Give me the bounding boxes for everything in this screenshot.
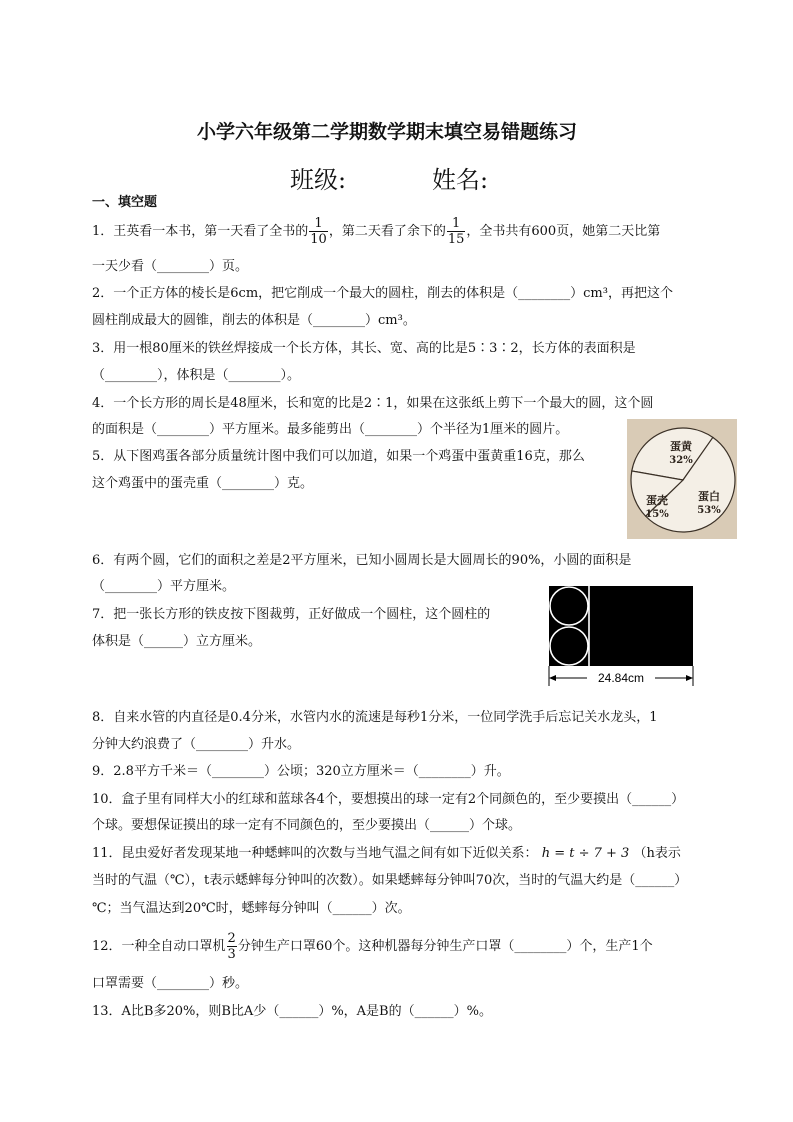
fraction-numerator: 2 bbox=[227, 931, 236, 946]
pie-value-label: 15% bbox=[645, 509, 669, 520]
question-6-line-1: 6．有两个圆，它们的面积之差是2平方厘米，已知小圆周长是大圆周长的90%，小圆的面积是 bbox=[92, 553, 632, 568]
question-11-line-2: 当时的气温（℃），t表示蟋蟀每分钟叫的次数）。如果蟋蟀每分钟叫70次，当时的气温大约是（______） bbox=[92, 873, 688, 888]
question-5-line-1: 5．从下图鸡蛋各部分质量统计图中我们可以加道，如果一个鸡蛋中蛋黄重16克，那么 bbox=[92, 449, 585, 464]
question-7-line-2: 体积是（______）立方厘米。 bbox=[92, 634, 262, 649]
question-12-text-b: 分钟生产口罩60个。这种机器每分钟生产口罩（________）个，生产1个 bbox=[237, 939, 653, 954]
fraction-two-thirds bbox=[227, 931, 237, 962]
question-1-line-1 bbox=[92, 216, 660, 247]
question-10-line-1: 10．盒子里有同样大小的红球和蓝球各4个，要想摸出的球一定有2个同颜色的，至少要摸出（______） bbox=[92, 792, 685, 807]
fraction-one-fifteenth bbox=[447, 216, 466, 247]
question-13-line-1: 13．A比B多20%，则B比A少（______）%，A是B的（______）%。 bbox=[92, 1004, 492, 1019]
question-12-line-1 bbox=[92, 931, 653, 962]
question-7-line-1: 7．把一张长方形的铁皮按下图裁剪，正好做成一个圆柱，这个圆柱的 bbox=[92, 607, 491, 622]
question-11-line-3: ℃；当气温达到20℃时，蟋蟀每分钟叫（______）次。 bbox=[92, 901, 411, 916]
question-12-line-2: 口罩需要（________）秒。 bbox=[92, 976, 249, 991]
egg-pie-chart bbox=[627, 419, 737, 539]
question-11-text-a: 11．昆虫爱好者发现某地一种蟋蟀叫的次数与当地气温之间有如下近似关系： bbox=[92, 846, 538, 861]
question-1-text-a: 1．王英看一本书，第一天看了全书的 bbox=[92, 224, 309, 239]
fraction-numerator: 1 bbox=[309, 216, 328, 232]
question-9-line-1: 9．2.8平方千米＝（________）公顷；320立方厘米＝（________）升。 bbox=[92, 764, 510, 779]
question-10-line-2: 个球。要想保证摸出的球一定有不同颜色的，至少要摸出（______）个球。 bbox=[92, 818, 522, 833]
question-2-line-1: 2．一个正方体的棱长是6cm，把它削成一个最大的圆柱，削去的体积是（________）cm³，再把这个 bbox=[92, 286, 673, 301]
question-11-text-b: （h表示 bbox=[633, 846, 681, 861]
question-11-line-1 bbox=[92, 845, 681, 863]
question-3-line-1: 3．用一根80厘米的铁丝焊接成一个长方体，其长、宽、高的比是5∶3∶2，长方体的表面积是 bbox=[92, 341, 636, 356]
question-5-line-2: 这个鸡蛋中的蛋壳重（________）克。 bbox=[92, 476, 314, 491]
fraction-numerator: 1 bbox=[447, 216, 466, 232]
class-label: 班级: bbox=[290, 166, 347, 194]
question-1-text-c: ，全书共有600页，她第二天比第 bbox=[466, 224, 661, 239]
question-12-text-a: 12．一种全自动口罩机 bbox=[92, 939, 226, 954]
pie-value-label: 32% bbox=[669, 455, 693, 466]
section-title: 一、填空题 bbox=[92, 195, 158, 210]
pie-category-label: 蛋壳 bbox=[646, 494, 668, 507]
pie-category-label: 蛋白 bbox=[698, 490, 720, 503]
pie-category-label: 蛋黄 bbox=[670, 440, 692, 453]
dimension-label: 24.84cm bbox=[597, 671, 645, 685]
cricket-formula: h = t ÷ 7 + 3 bbox=[541, 846, 630, 861]
question-8-line-1: 8．自来水管的内直径是0.4分米，水管内水的流速是每秒1分米，一位同学洗手后忘记关水龙头，1 bbox=[92, 710, 658, 725]
fraction-denominator: 10 bbox=[310, 232, 327, 247]
question-6-line-2: （________）平方厘米。 bbox=[92, 579, 236, 594]
question-1-line-2: 一天少看（________）页。 bbox=[92, 259, 249, 274]
question-2-line-2: 圆柱削成最大的圆锥，削去的体积是（________）cm³。 bbox=[92, 313, 416, 328]
dimension-arrow-left bbox=[549, 675, 556, 681]
question-8-line-2: 分钟大约浪费了（________）升水。 bbox=[92, 737, 301, 752]
question-1-text-b: ，第二天看了余下的 bbox=[328, 224, 446, 239]
question-4-line-2: 的面积是（________）平方厘米。最多能剪出（________）个半径为1厘米的圆片。 bbox=[92, 422, 569, 437]
question-3-line-2: （________），体积是（________）。 bbox=[92, 368, 301, 383]
dimension-arrow-right bbox=[686, 675, 693, 681]
bottom-circle bbox=[550, 627, 588, 665]
name-label: 姓名: bbox=[432, 166, 489, 194]
question-4-line-1: 4．一个长方形的周长是48厘米，长和宽的比是2∶1，如果在这张纸上剪下一个最大的圆，这个圆 bbox=[92, 396, 654, 411]
sheet-cutting-diagram bbox=[545, 582, 697, 690]
top-circle bbox=[550, 587, 588, 625]
page-title: 小学六年级第二学期数学期末填空易错题练习 bbox=[197, 121, 578, 143]
fraction-denominator: 3 bbox=[227, 947, 236, 962]
pie-value-label: 53% bbox=[697, 505, 721, 516]
fraction-one-tenth bbox=[309, 216, 328, 247]
fraction-denominator: 15 bbox=[447, 232, 465, 247]
